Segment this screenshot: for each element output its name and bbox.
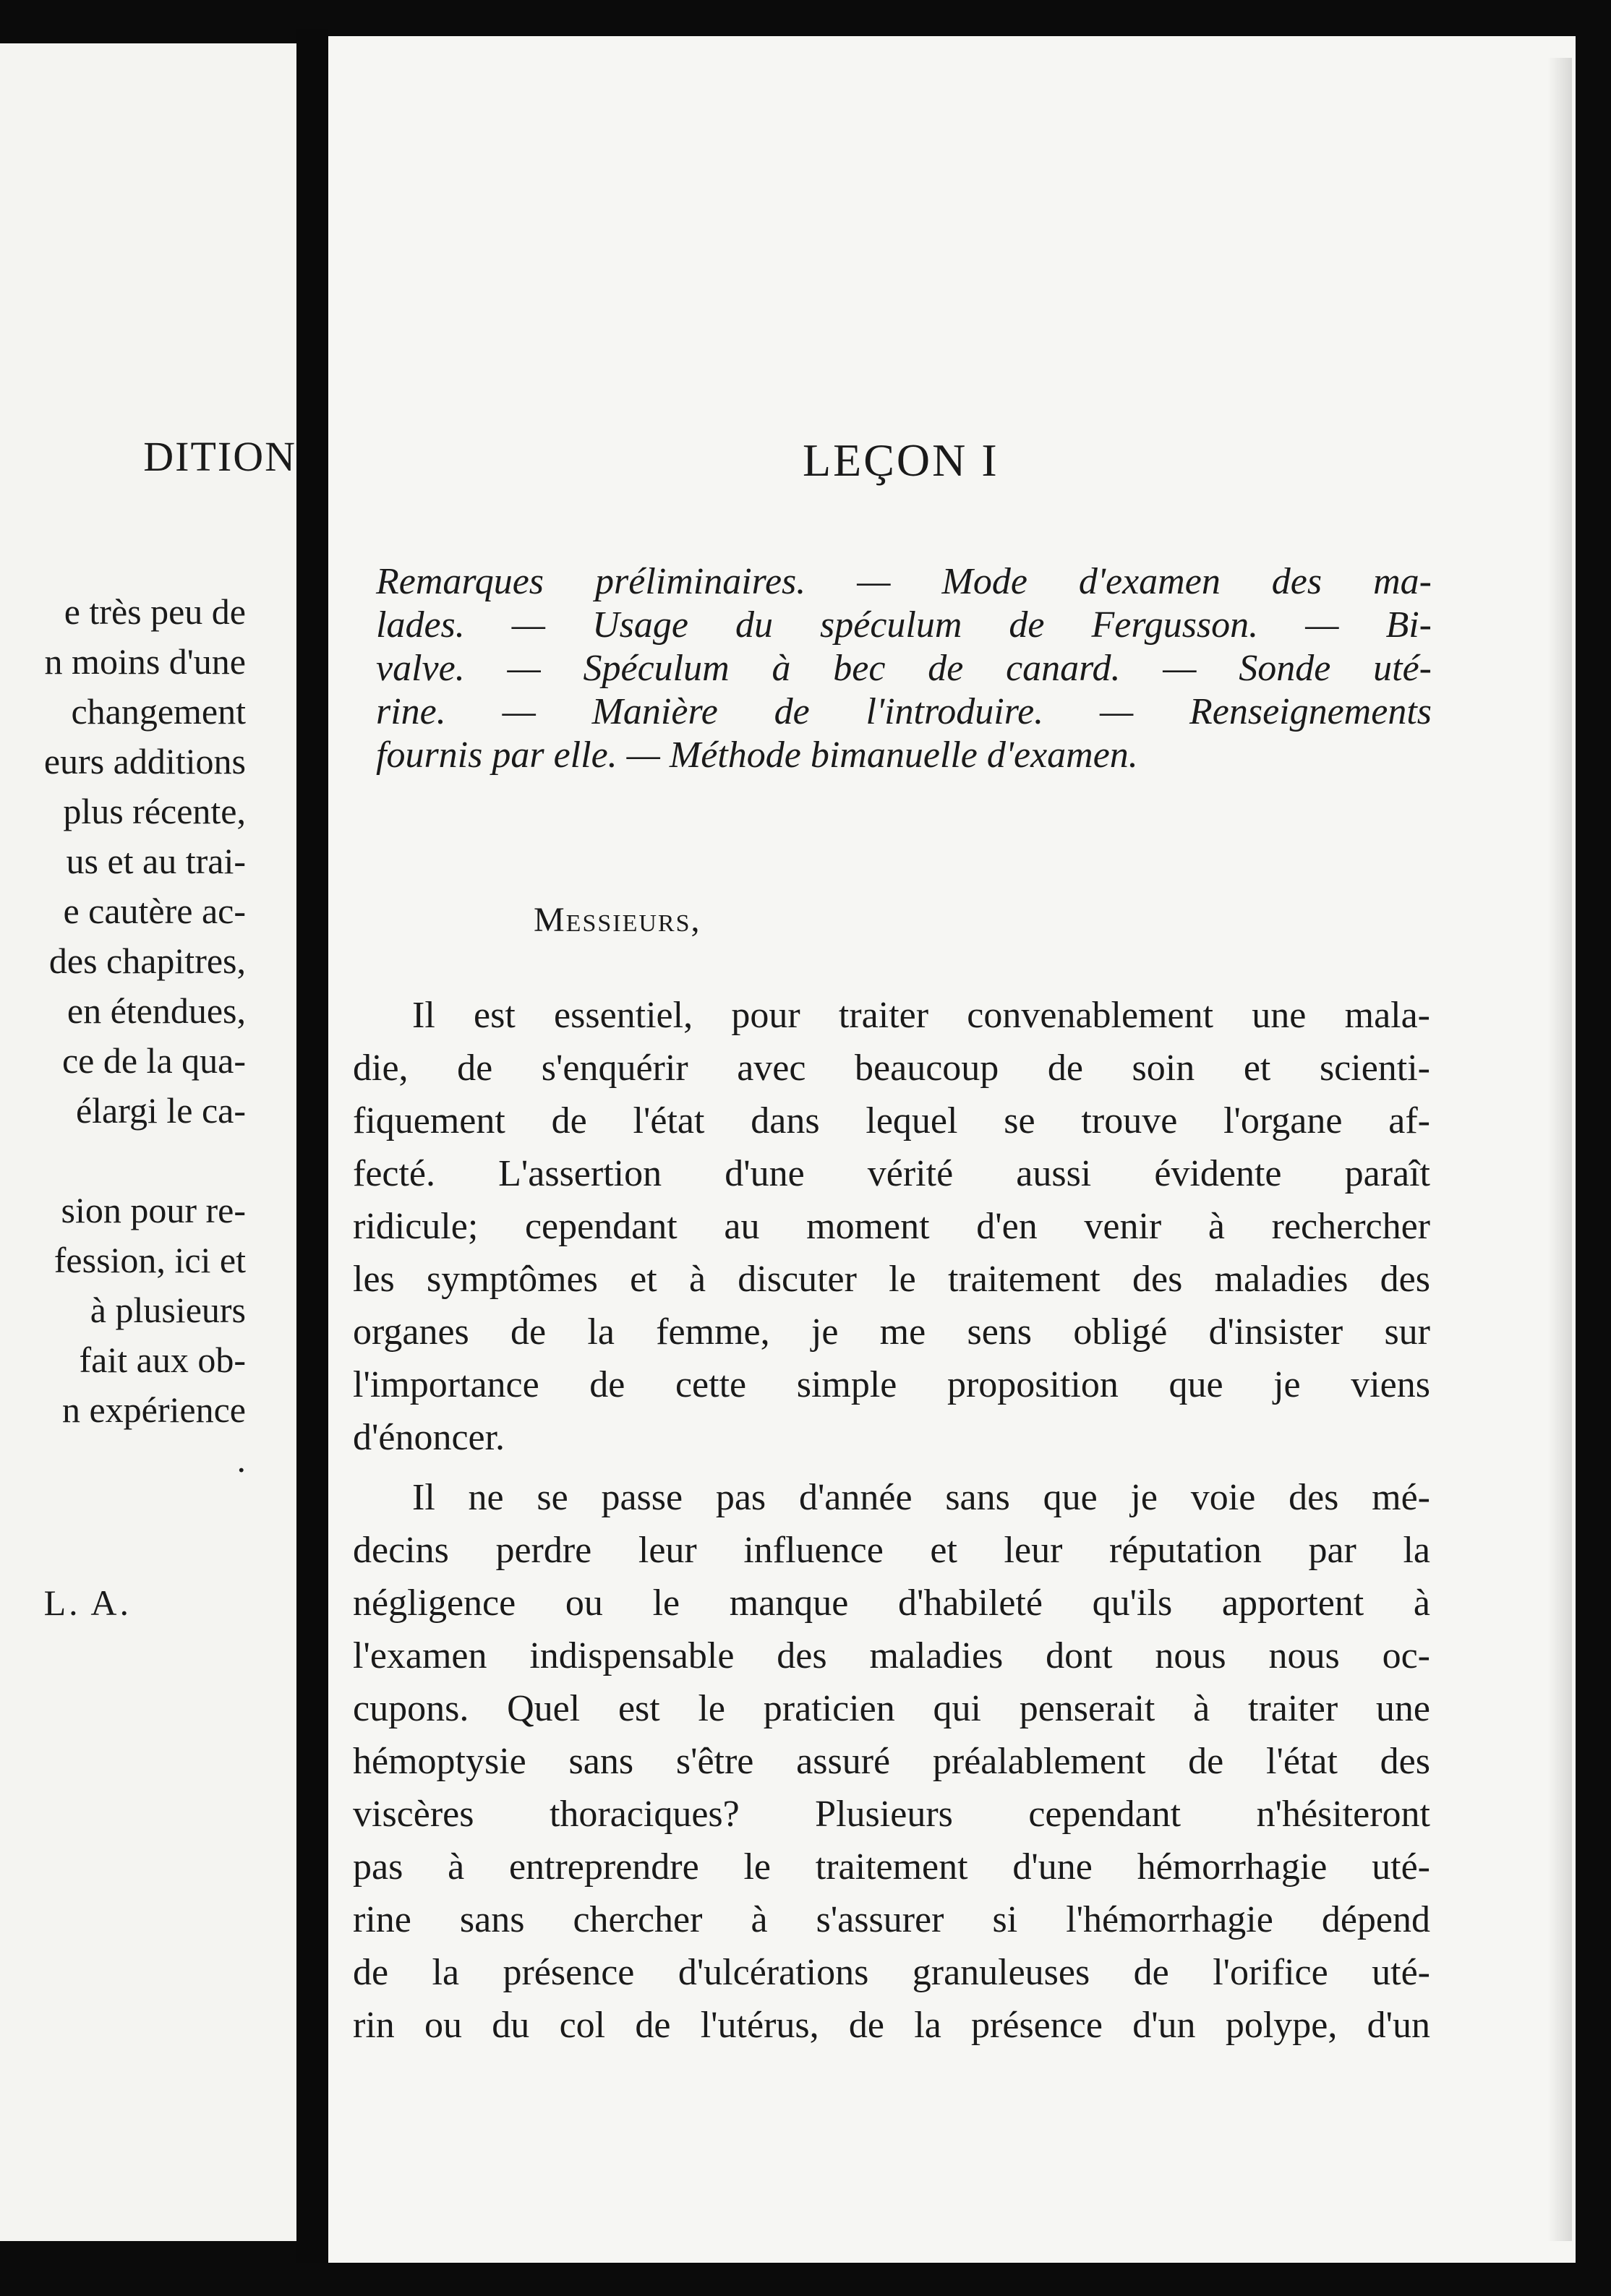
paragraph-line: die, de s'enquérir avec beaucoup de soin et scienti- xyxy=(353,1048,1430,1089)
paragraph-line: rine sans chercher à s'assurer si l'hémorrhagie dépend xyxy=(353,1899,1430,1940)
paragraph-line: viscères thoraciques? Plusieurs cependant n'hésiteront xyxy=(353,1794,1430,1835)
left-line-blank xyxy=(0,1136,296,1186)
paragraph-line: d'énoncer. xyxy=(353,1417,505,1458)
summary-line: fournis par elle. — Méthode bimanuelle d'examen. xyxy=(376,734,1138,776)
left-line: fait aux ob- xyxy=(79,1340,246,1380)
paragraph-line: cupons. Quel est le praticien qui penserait à traiter une xyxy=(353,1688,1430,1729)
left-line: n moins d'une xyxy=(44,641,246,682)
paragraph-line: l'examen indispensable des maladies dont nous nous oc- xyxy=(353,1635,1430,1676)
paragraph-gap xyxy=(353,1464,1430,1471)
paragraph-line: l'importance de cette simple proposition que je viens xyxy=(353,1364,1430,1405)
left-page-text xyxy=(0,587,296,1485)
paragraph-line: fiquement de l'état dans lequel se trouve l'organe af- xyxy=(353,1100,1430,1141)
left-page-signature: L. A. xyxy=(43,1582,132,1623)
left-line: changement xyxy=(71,691,246,732)
left-line: à plusieurs xyxy=(90,1290,246,1330)
page-edge-shadow xyxy=(1547,58,1572,2241)
left-line: e cautère ac- xyxy=(63,891,246,931)
paragraph-line: les symptômes et à discuter le traitement des maladies des xyxy=(353,1259,1430,1300)
body-text xyxy=(353,989,1430,2052)
paragraph-line: de la présence d'ulcérations granuleuses de l'orifice uté- xyxy=(353,1952,1430,1993)
paragraph-line: négligence ou le manque d'habileté qu'ils apportent à xyxy=(353,1582,1430,1624)
paragraph-line: fecté. L'assertion d'une vérité aussi évidente paraît xyxy=(353,1153,1430,1194)
chapter-title: LEÇON I xyxy=(803,434,999,486)
left-line: des chapitres, xyxy=(48,941,246,981)
left-line: élargi le ca- xyxy=(75,1090,246,1131)
left-page-heading: DITION xyxy=(143,433,296,480)
book-gutter xyxy=(296,29,328,2263)
left-line: . xyxy=(236,1439,246,1480)
left-line: fession, ici et xyxy=(54,1240,246,1280)
paragraph-line: Il ne se passe pas d'année sans que je voie des mé- xyxy=(412,1477,1430,1518)
left-line: ce de la qua- xyxy=(61,1040,246,1081)
left-line: sion pour re- xyxy=(61,1190,246,1230)
left-line: e très peu de xyxy=(64,591,246,632)
salutation: Messieurs, xyxy=(534,901,701,939)
paragraph-line: rin ou du col de l'utérus, de la présence d'un polype, d'un xyxy=(353,2005,1430,2046)
paragraph-line: hémoptysie sans s'être assuré préalablement de l'état des xyxy=(353,1741,1430,1782)
summary-line: lades. — Usage du spéculum de Fergusson. — Bi- xyxy=(376,604,1432,646)
summary-line: Remarques préliminaires. — Mode d'examen des ma- xyxy=(376,561,1432,602)
left-line: en étendues, xyxy=(67,990,246,1031)
paragraph-line: ridicule; cependant au moment d'en venir à rechercher xyxy=(353,1206,1430,1247)
left-line: plus récente, xyxy=(63,791,246,831)
left-page xyxy=(0,43,296,2241)
summary-line: rine. — Manière de l'introduire. — Renseignements xyxy=(376,691,1432,732)
left-line: n expérience xyxy=(61,1389,246,1430)
paragraph-line: pas à entreprendre le traitement d'une hémorrhagie uté- xyxy=(353,1846,1430,1888)
chapter-summary xyxy=(376,560,1432,777)
paragraph-line: organes de la femme, je me sens obligé d'insister sur xyxy=(353,1311,1430,1353)
paragraph-line: Il est essentiel, pour traiter convenablement une mala- xyxy=(412,995,1430,1036)
left-line: us et au trai- xyxy=(66,841,246,881)
summary-line: valve. — Spéculum à bec de canard. — Sonde uté- xyxy=(376,648,1432,689)
left-line: eurs additions xyxy=(43,741,246,781)
paragraph-line: decins perdre leur influence et leur réputation par la xyxy=(353,1530,1430,1571)
